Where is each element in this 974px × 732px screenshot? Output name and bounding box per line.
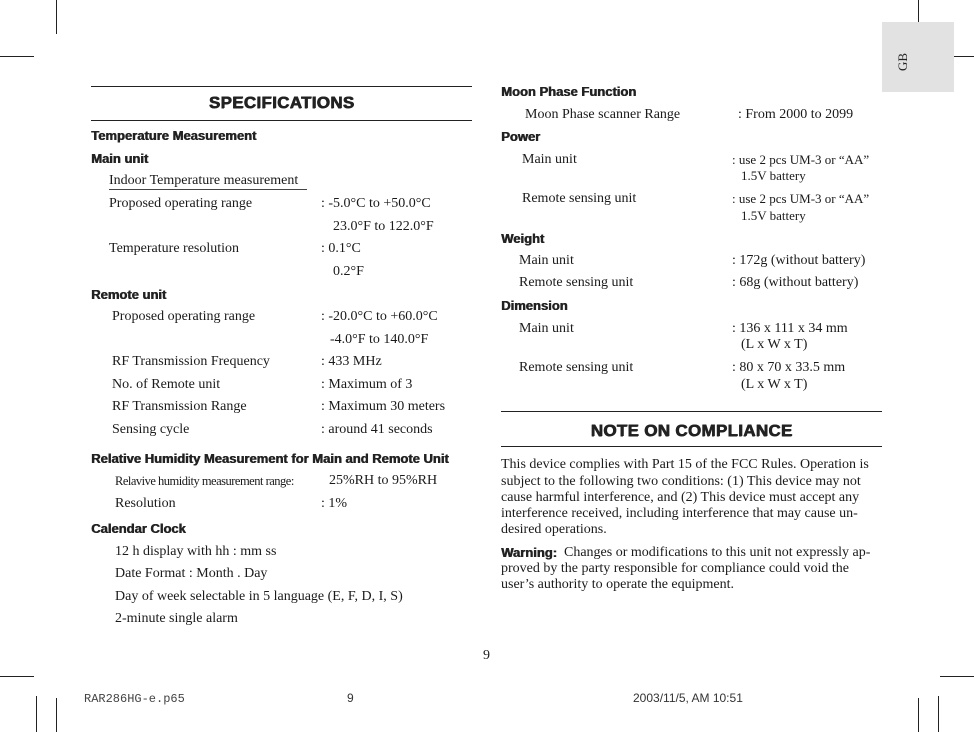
spec-value: : around 41 seconds [321, 422, 433, 437]
spec-value: 25%RH to 95%RH [329, 473, 438, 488]
warning-line: user’s authority to operate the equipment. [501, 577, 735, 592]
compliance-line: cause harmful interference, and (2) This device must accept any [501, 490, 860, 505]
spec-label: Remote sensing unit [519, 360, 634, 375]
compliance-line: subject to the following two conditions: (1) This device may not [501, 474, 861, 489]
spec-value: : -20.0°C to +60.0°C [321, 309, 438, 324]
dimension-heading: Dimension [501, 298, 568, 313]
indoor-label: Indoor Temperature measurement [109, 173, 299, 188]
spec-label: Main unit [519, 253, 574, 268]
compliance-line: desired operations. [501, 522, 607, 537]
spec-label: Relavive humidity measurement range: [115, 474, 294, 488]
spec-label: No. of Remote unit [112, 377, 221, 392]
compliance-bottom-rule [501, 446, 882, 447]
calendar-item: Date Format : Month . Day [115, 566, 268, 581]
crop-mark [940, 676, 974, 677]
spec-value: 1.5V battery [741, 208, 806, 223]
spec-value: : 0.1°C [321, 241, 361, 256]
crop-mark [36, 696, 37, 732]
spec-label: Main unit [522, 152, 577, 167]
calendar-item: 12 h display with hh : mm ss [115, 544, 277, 559]
spec-value: : 172g (without battery) [732, 253, 866, 268]
spec-value: (L x W x T) [741, 377, 808, 392]
indoor-underline [109, 189, 307, 190]
remote-unit-heading: Remote unit [91, 287, 167, 302]
compliance-title: NOTE ON COMPLIANCE [590, 421, 793, 440]
spec-value: 23.0°F to 122.0°F [333, 219, 434, 234]
calendar-item: 2-minute single alarm [115, 611, 238, 626]
title-rule [91, 120, 472, 121]
calendar-heading: Calendar Clock [91, 521, 186, 536]
top-rule [91, 86, 472, 87]
footer-page: 9 [347, 691, 354, 705]
crop-mark [0, 676, 34, 677]
warning-line: Changes or modifications to this unit not expressly ap- [564, 545, 871, 560]
spec-value: : 68g (without battery) [732, 275, 859, 290]
spec-value: : 80 x 70 x 33.5 mm [732, 360, 846, 375]
humidity-heading: Relative Humidity Measurement for Main and Remote Unit [91, 451, 449, 466]
spec-label: Sensing cycle [112, 422, 190, 437]
compliance-line: interference received, including interference that may cause un- [501, 506, 858, 521]
compliance-top-rule [501, 411, 882, 412]
spec-value: -4.0°F to 140.0°F [330, 332, 429, 347]
spec-value: : Maximum 30 meters [321, 399, 446, 414]
spec-label: Proposed operating range [109, 196, 253, 211]
main-unit-heading: Main unit [91, 151, 149, 166]
spec-label: Proposed operating range [112, 309, 256, 324]
crop-mark [0, 56, 34, 57]
specifications-title: SPECIFICATIONS [208, 93, 355, 112]
spec-value: : use 2 pcs UM-3 or “AA” [732, 191, 870, 206]
spec-label: Resolution [115, 496, 176, 511]
spec-value: : 136 x 111 x 34 mm [732, 321, 848, 336]
language-tab [882, 22, 954, 92]
temperature-heading: Temperature Measurement [91, 128, 257, 143]
spec-value: : 433 MHz [321, 354, 382, 369]
compliance-line: This device complies with Part 15 of the FCC Rules. Operation is [501, 457, 869, 472]
crop-mark [56, 0, 57, 34]
spec-label: Remote sensing unit [519, 275, 634, 290]
crop-mark [918, 698, 919, 732]
spec-label: Remote sensing unit [522, 191, 637, 206]
spec-value: : From 2000 to 2099 [738, 107, 854, 122]
warning-label: Warning: [501, 545, 557, 560]
crop-mark [938, 696, 939, 732]
weight-heading: Weight [501, 231, 545, 246]
footer-timestamp: 2003/11/5, AM 10:51 [633, 691, 743, 705]
spec-label: Main unit [519, 321, 574, 336]
spec-value: : -5.0°C to +50.0°C [321, 196, 431, 211]
calendar-item: Day of week selectable in 5 language (E, F, D, I, S) [115, 589, 403, 604]
spec-value: 1.5V battery [741, 168, 806, 183]
footer-filename: RAR286HG-e.p65 [84, 692, 185, 706]
power-heading: Power [501, 129, 541, 144]
warning-line: proved by the party responsible for compliance could void the [501, 561, 849, 576]
spec-label: Moon Phase scanner Range [525, 107, 681, 122]
spec-value: : Maximum of 3 [321, 377, 413, 392]
page-number: 9 [483, 648, 490, 663]
moon-phase-heading: Moon Phase Function [501, 84, 637, 99]
spec-value: : 1% [321, 496, 348, 511]
spec-label: RF Transmission Frequency [112, 354, 270, 369]
spec-label: RF Transmission Range [112, 399, 247, 414]
spec-value: : use 2 pcs UM-3 or “AA” [732, 152, 870, 167]
crop-mark [56, 698, 57, 732]
language-tab-label: GB [895, 52, 911, 72]
spec-value: (L x W x T) [741, 337, 808, 352]
spec-label: Temperature resolution [109, 241, 240, 256]
spec-value: 0.2°F [333, 264, 364, 279]
